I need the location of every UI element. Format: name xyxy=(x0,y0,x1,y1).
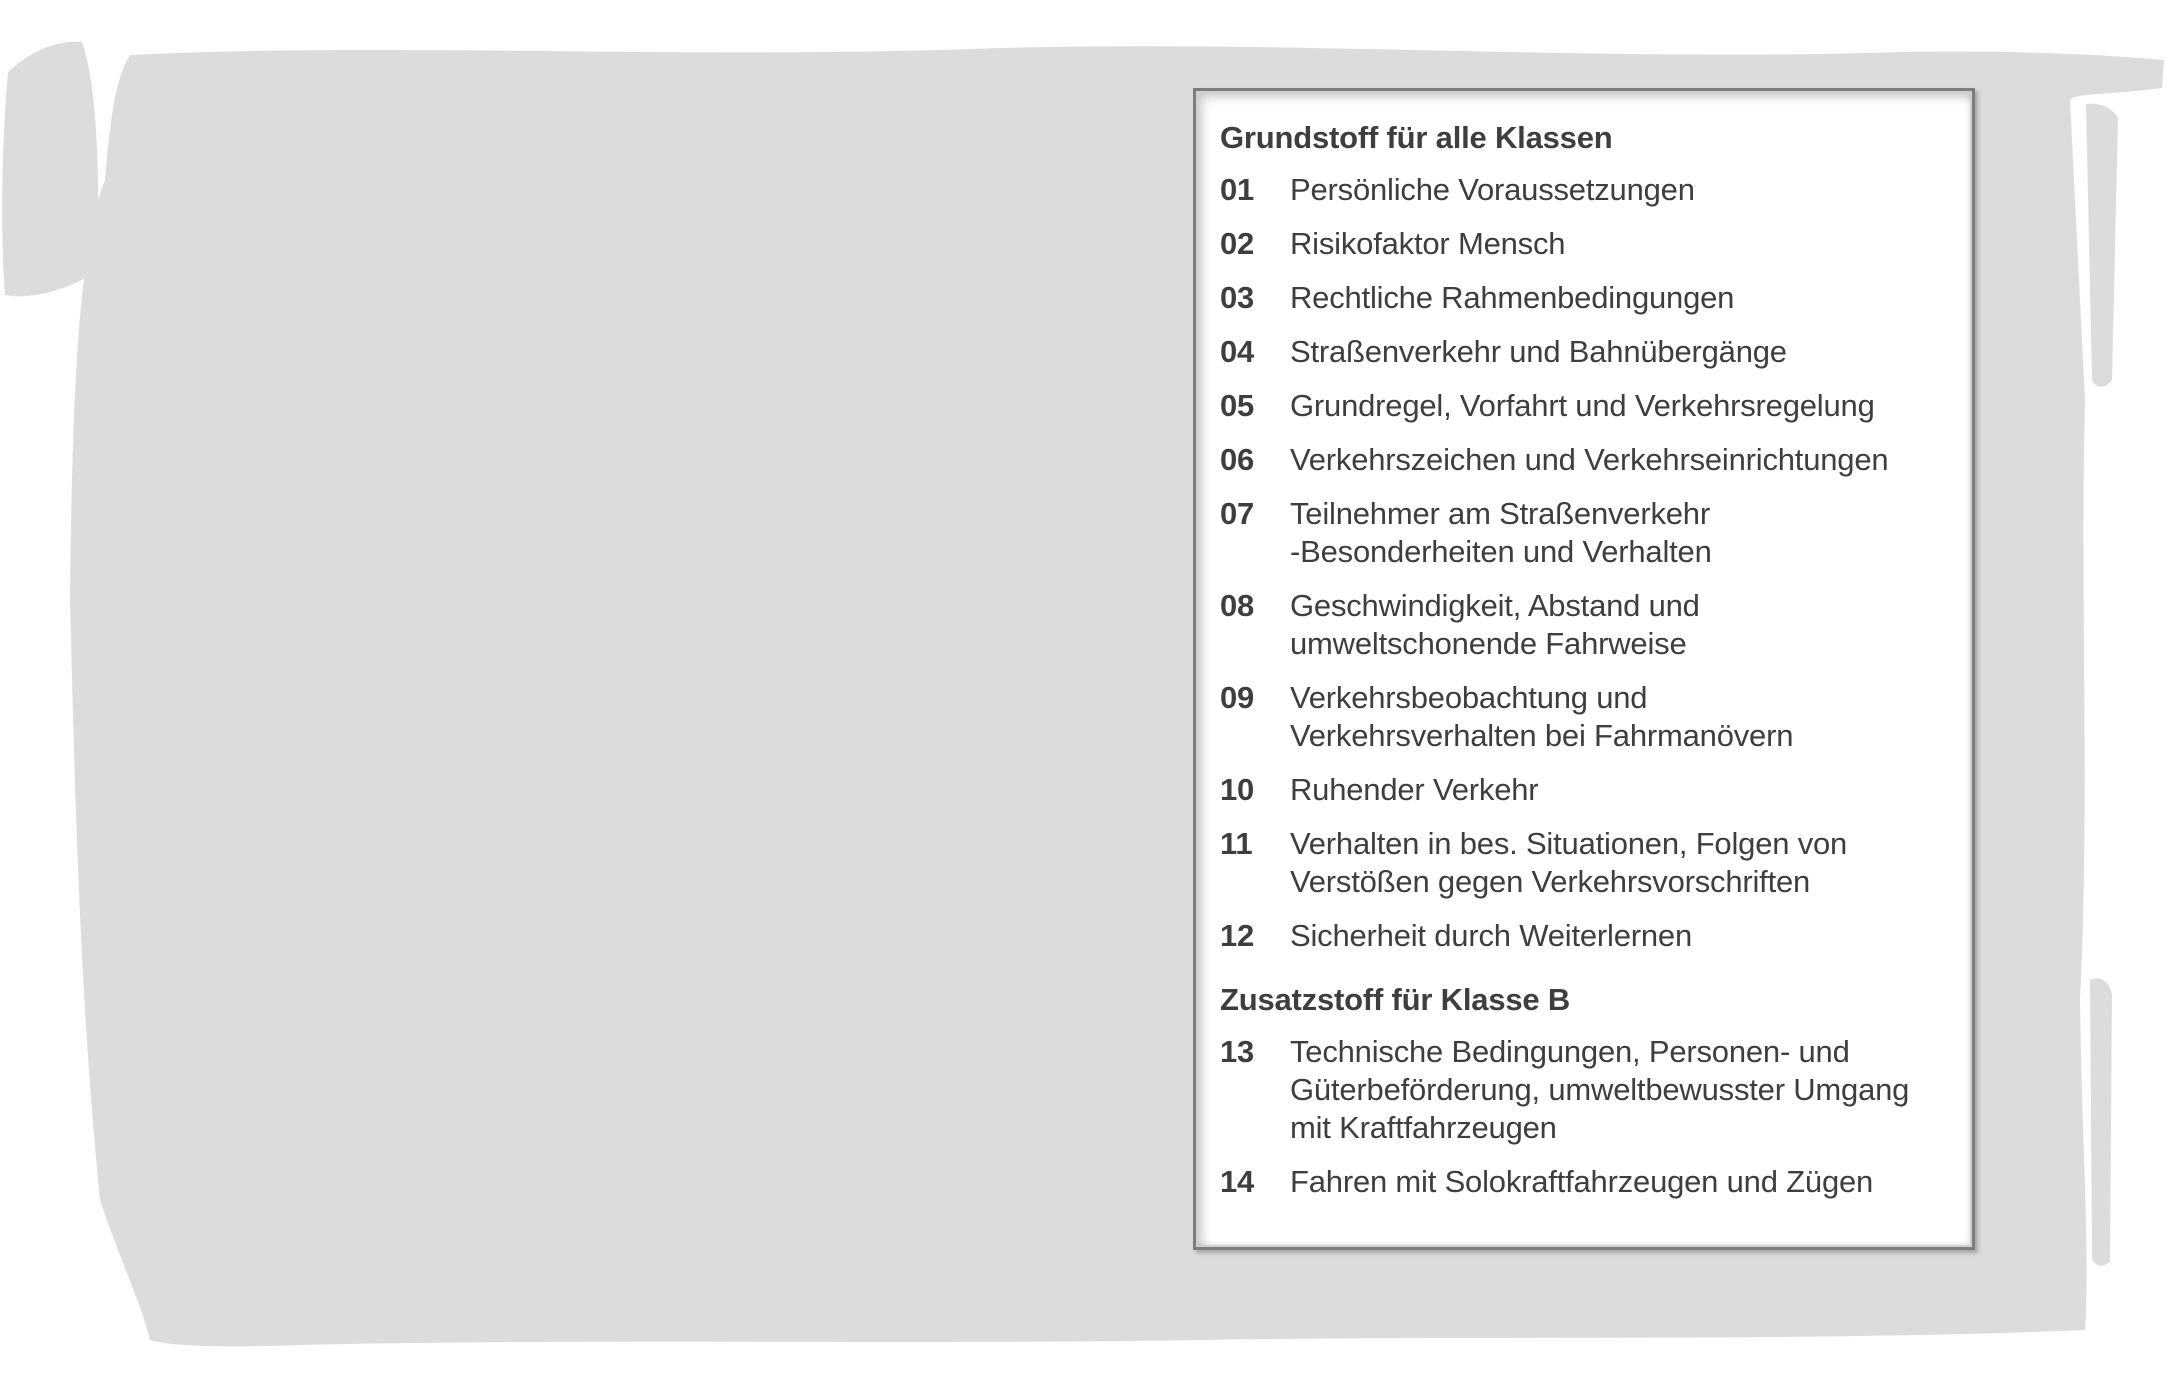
item-number: 04 xyxy=(1220,334,1255,369)
item-text: Sicherheit durch Weiterlernen xyxy=(1290,918,1692,953)
item-text: Fahren mit Solokraftfahrzeugen und Zügen xyxy=(1290,1164,1874,1199)
list-item xyxy=(1220,495,1944,571)
item-number: 13 xyxy=(1220,1034,1255,1069)
item-number: 03 xyxy=(1220,280,1255,315)
item-text: Ruhender Verkehr xyxy=(1290,772,1539,807)
item-text: Verhalten in bes. Situationen, Folgen von Verstößen gegen Verkehrsvorschriften xyxy=(1290,826,1848,899)
item-text: Verkehrsbeobachtung und Verkehrsverhalten bei Fahrmanövern xyxy=(1290,680,1794,753)
item-text: Verkehrszeichen und Verkehrseinrichtungen xyxy=(1290,442,1889,477)
item-text: Geschwindigkeit, Abstand und umweltschonende Fahrweise xyxy=(1290,588,1700,661)
item-number: 12 xyxy=(1220,918,1255,953)
item-text: Risikofaktor Mensch xyxy=(1290,226,1566,261)
item-text: Straßenverkehr und Bahnübergänge xyxy=(1290,334,1787,369)
list-item xyxy=(1220,587,1944,663)
item-text: Persönliche Voraussetzungen xyxy=(1290,172,1695,207)
item-number: 06 xyxy=(1220,442,1255,477)
list-item xyxy=(1220,387,1944,425)
right-lower-brush-stroke xyxy=(2090,978,2112,1265)
item-number: 02 xyxy=(1220,226,1255,261)
item-number: 11 xyxy=(1220,826,1253,861)
list-item xyxy=(1220,333,1944,371)
item-text: Grundregel, Vorfahrt und Verkehrsregelung xyxy=(1290,388,1875,423)
list-item xyxy=(1220,771,1944,809)
right-upper-brush-stroke xyxy=(2086,104,2118,387)
item-number: 05 xyxy=(1220,388,1255,423)
item-text: Rechtliche Rahmenbedingungen xyxy=(1290,280,1735,315)
list-item xyxy=(1220,171,1944,209)
item-number: 07 xyxy=(1220,496,1255,531)
curriculum-panel xyxy=(1193,88,1975,1250)
list-item xyxy=(1220,225,1944,263)
list-item xyxy=(1220,917,1944,955)
list-item xyxy=(1220,1163,1944,1201)
list-item xyxy=(1220,825,1944,901)
item-number: 14 xyxy=(1220,1164,1255,1199)
item-text: Technische Bedingungen, Personen- und Güterbeförderung, umweltbewusster Umgang mit Kraftfahrzeugen xyxy=(1290,1034,1910,1145)
item-number: 08 xyxy=(1220,588,1255,623)
item-number: 10 xyxy=(1220,772,1255,807)
section-heading-class-b: Zusatzstoff für Klasse B xyxy=(1220,982,1571,1017)
item-number: 09 xyxy=(1220,680,1255,715)
list-item xyxy=(1220,279,1944,317)
left-brush-stroke xyxy=(2,42,98,296)
list-item xyxy=(1220,441,1944,479)
section-heading-basic: Grundstoff für alle Klassen xyxy=(1220,120,1613,155)
item-text: Teilnehmer am Straßenverkehr -Besonderheiten und Verhalten xyxy=(1290,496,1712,569)
item-number: 01 xyxy=(1220,172,1255,207)
list-item xyxy=(1220,1033,1944,1147)
list-item xyxy=(1220,679,1944,755)
